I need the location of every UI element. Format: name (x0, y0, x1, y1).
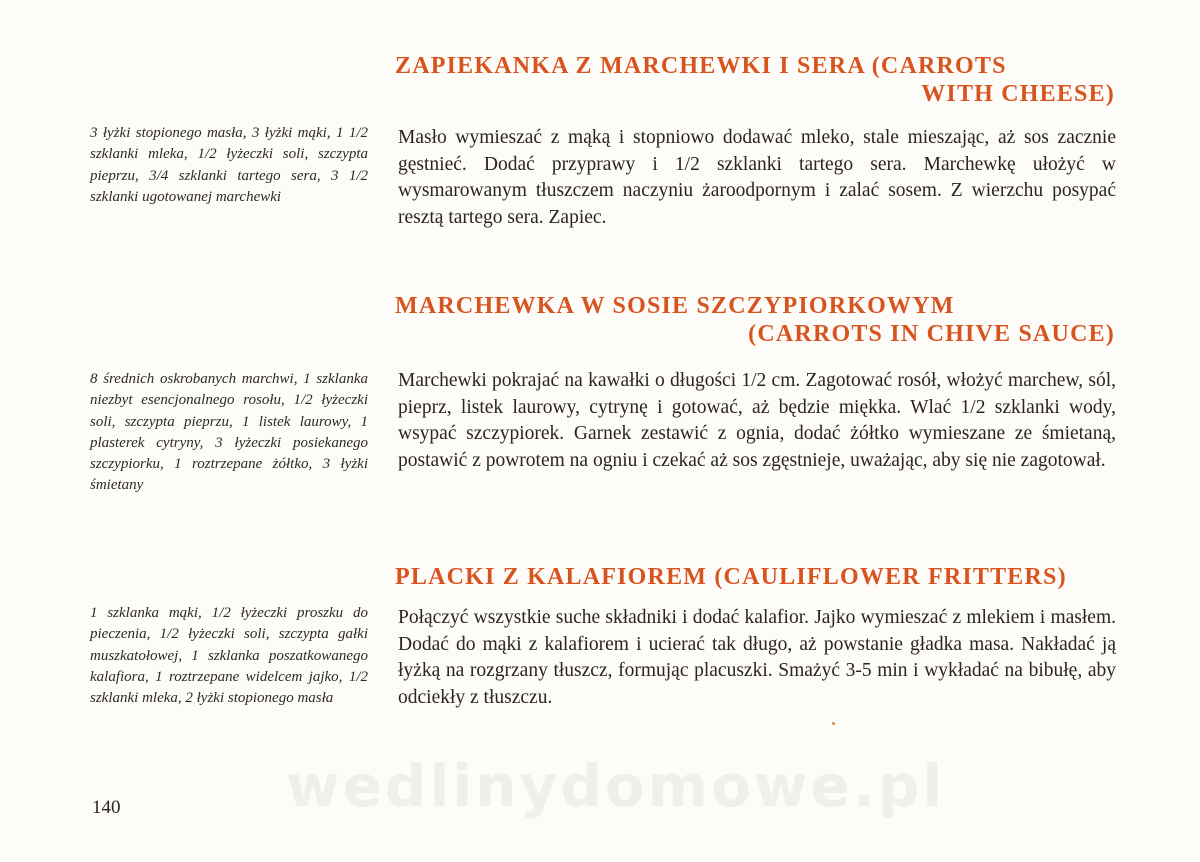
recipe-title-line: MARCHEWKA W SOSIE SZCZYPIORKOWYM (395, 293, 955, 319)
recipe-method: Marchewki pokrajać na kawałki o długości 1/2 cm. Zagotować rosół, włożyć marchew, sól, pieprz, listek laurowy, cytrynę i gotować, aż będzie miękka. Wlać 1/2 szklanki wody, wsypać szczypiorek. Garnek zestawić z ognia, dodać żółtko wymieszane ze śmietaną, postawić z powrotem na ogniu i czekać aż sos zgęstnieje, uważając, aby się nie zagotował. (398, 370, 1116, 471)
recipe-ingredients: 8 średnich oskrobanych marchwi, 1 szklanka niezbyt esencjonalnego rosołu, 1/2 łyżeczki soli, szczypta pieprzu, 1 listek laurowy, 1 plasterek cytryny, 3 łyżeczki posiekanego szczypiorku, 1 roztrzepane żółtko, 3 łyżki śmietany (90, 371, 368, 494)
recipe-title-line: ZAPIEKANKA Z MARCHEWKI I SERA (CARROTS (395, 53, 1007, 79)
recipe-title-line: (CARROTS IN CHIVE SAUCE) (748, 321, 1115, 347)
recipe-method: Połączyć wszystkie suche składniki i dodać kalafior. Jajko wymieszać z mlekiem i masłem. Dodać do mąki z kalafiorem i ucierać tak długo, aż powstanie gładka masa. Nakładać ją łyżką na rozgrzany tłuszcz, formując placuszki. Smażyć 3-5 min i wykładać na bibułę, aby odciekły z tłuszczu. (398, 607, 1116, 708)
recipe-title (395, 292, 1115, 348)
recipe-ingredients: 3 łyżki stopionego masła, 3 łyżki mąki, 1 1/2 szklanki mleka, 1/2 łyżeczki soli, szczypta pieprzu, 3/4 szklanki tartego sera, 3 1/2 szklanki ugotowanej marchewki (90, 125, 368, 205)
recipe-method: Masło wymieszać z mąką i stopniowo dodawać mleko, stale mieszając, aż sos zacznie gęstnieć. Dodać przyprawy i 1/2 szklanki tartego sera. Marchewkę ułożyć w wysmarowanym tłuszczem naczyniu żaroodpornym i zalać sosem. Z wierzchu posypać resztą tartego sera. Zapiec. (398, 127, 1116, 228)
recipe-title-line: WITH CHEESE) (921, 81, 1115, 107)
page-number: 140 (92, 797, 121, 818)
recipe-title (395, 563, 1115, 591)
recipe-title (395, 52, 1115, 108)
recipe-ingredients: 1 szklanka mąki, 1/2 łyżeczki proszku do pieczenia, 1/2 łyżeczki soli, szczypta gałki muszkatołowej, 1 szklanka poszatkowanego kalafiora, 1 roztrzepane widelcem jajko, 1/2 szklanki mleka, 2 łyżki stopionego masła (90, 605, 368, 707)
ink-speck (832, 722, 835, 725)
watermark: wedlinydomowe.pl (286, 752, 946, 820)
recipe-title-line: PLACKI Z KALAFIOREM (CAULIFLOWER FRITTERS) (395, 564, 1067, 590)
